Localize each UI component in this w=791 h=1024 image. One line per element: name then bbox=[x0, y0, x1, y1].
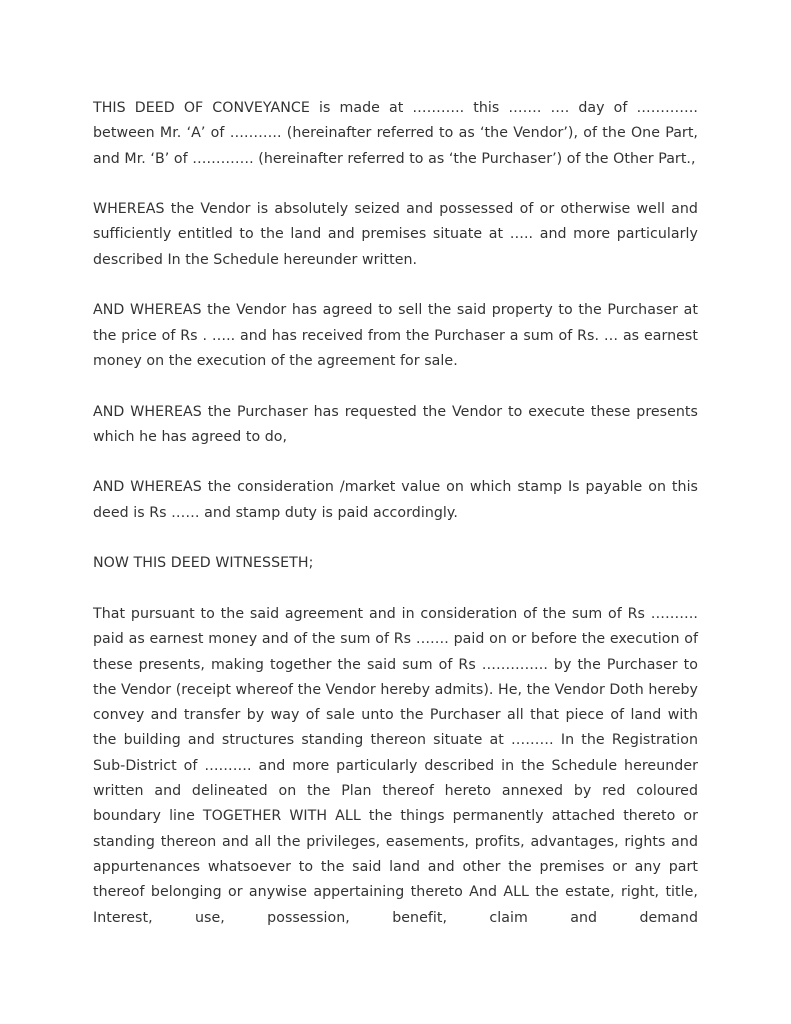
whereas-agreed-paragraph: AND WHEREAS the Vendor has agreed to sell the said property to the Purchaser at the price of Rs . ….. and has received from the Purchaser a sum of Rs. … as earnest money on the execution of the agreement for sale. bbox=[93, 302, 698, 369]
whereas-consideration-paragraph: AND WHEREAS the consideration /market value on which stamp Is payable on this deed is Rs …… and stamp duty is paid accordingly. bbox=[93, 479, 698, 521]
document-body bbox=[93, 96, 698, 956]
deed-opening-paragraph: THIS DEED OF CONVEYANCE is made at ……….. this ……. …. day of …………. between Mr. ‘A’ of ……….. (hereinafter referred to as ‘the Vendor’), of the One Part, and Mr. ‘B’ of …………. (hereinafter referred to as ‘the Purchaser’) of the Other Part., bbox=[93, 100, 698, 167]
witnesseth-heading: NOW THIS DEED WITNESSETH; bbox=[93, 555, 314, 572]
conveyance-clause-paragraph: That pursuant to the said agreement and in consideration of the sum of Rs ………. paid as earnest money and of the sum of Rs ……. paid on or before the execution of these presents, making together the said sum of Rs ………….. by the Purchaser to the Vendor (receipt whereof the Vendor hereby admits). He, the Vendor Doth hereby convey and transfer by way of sale unto the Purchaser all that piece of land with the building and structures standing thereon situate at ……… In the Registration Sub-District of ………. and more particularly described in the Schedule hereunder written and delineated on the Plan thereof hereto annexed by red coloured boundary line TOGETHER WITH ALL the things permanently attached thereto or standing thereon and all the privileges, easements, profits, advantages, rights and appurtenances whatsoever to the said land and other the premises or any part thereof belonging or anywise appertaining thereto And ALL the estate, right, title, Interest, use, possession, benefit, claim and demand bbox=[93, 605, 698, 926]
whereas-seized-paragraph: WHEREAS the Vendor is absolutely seized and possessed of or otherwise well and sufficiently entitled to the land and premises situate at ….. and more particularly described In the Schedule hereunder written. bbox=[93, 201, 698, 268]
whereas-requested-paragraph: AND WHEREAS the Purchaser has requested the Vendor to execute these presents which he has agreed to do, bbox=[93, 403, 698, 445]
